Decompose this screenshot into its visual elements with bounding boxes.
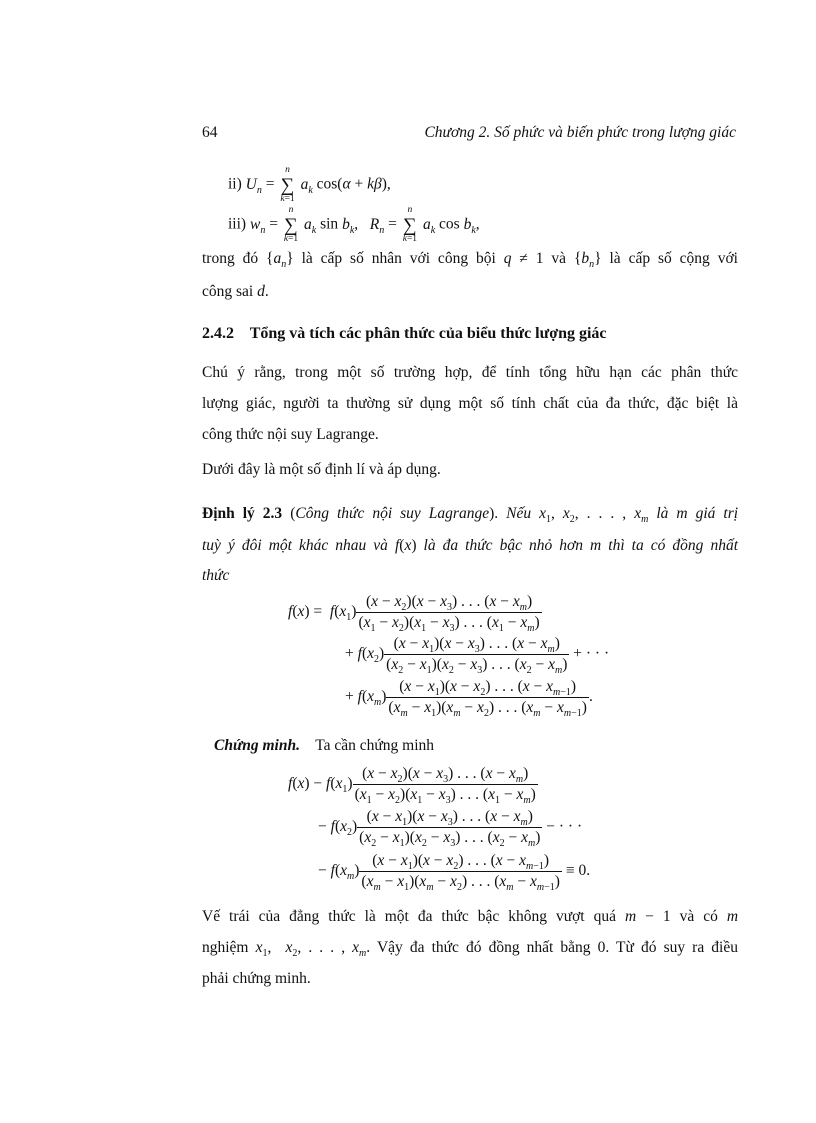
page-number: 64 (202, 124, 218, 141)
lagrange-formula-row1: $f(x) = f(x_1)$ $\frac{(x - x_2)(x - x_3) . . . (x - x_m)}{(x_1 - x_2)(x_1 - x_3) . . . (x_1 - x_m)}$ (288, 593, 540, 635)
theorem-line1: Định lý 2.3 (Công thức nội suy Lagrange). Nếu $x_1$, $x_2$, . . . , $x_m$ là m giá trị (202, 505, 739, 526)
proof-formula-row3: − $f(x_m)$ $\frac{(x - x_1)(x - x_2) . . . (x - x_{m-1})}{(x_m - x_1)(x_m - x_2) . . . (x_m - x_{m-1})}$ ≡ 0. (318, 852, 591, 894)
section-heading (202, 325, 607, 343)
paragraph-intro-line3: công thức nội suy Lagrange. (202, 426, 379, 443)
proof-formula-row1: $f(x) - f(x_1)$ $\frac{(x - x_2)(x - x_3) . . . (x - x_m)}{(x_1 - x_2)(x_1 - x_3) . . . (x_1 - x_m)}$ (288, 765, 536, 807)
paragraph-progressions-line2: công sai d. (202, 283, 269, 300)
item-iii-label: iii) (228, 215, 247, 233)
conclusion-line2: nghiệm $x_1$, $x_2$, . . . , $x_m$. Vậy đa thức đó đồng nhất bằng 0. Từ đó suy ra điều (202, 939, 738, 960)
proof-label: Chứng minh. (214, 737, 300, 754)
paragraph-intro-line2: lượng giác, người ta thường sử dụng một số tính chất của đa thức, đặc biệt là (202, 395, 738, 412)
conclusion-line1: Vế trái của đẳng thức là một đa thức bậc không vượt quá m − 1 và có m (202, 908, 739, 925)
section-number: 2.4.2 (202, 325, 234, 342)
formula-item-iii: iii) $w_n$ = n ∑ k=1 $a_k$ $\sin b_k$, $R_n$ = n ∑ k=1 $a_k$ $\cos b_k$, (228, 205, 480, 244)
theorem-line2: tuỳ ý đôi một khác nhau và f(x) là đa thức bậc nhỏ hơn m thì ta có đồng nhất (202, 537, 738, 554)
proof-formula-row2: − $f(x_2)$ $\frac{(x - x_1)(x - x_3) . . . (x - x_m)}{(x_2 - x_1)(x_2 - x_3) . . . (x_2 - x_m)}$ − · · · (318, 808, 583, 850)
lagrange-formula-row3: + $f(x_m)$ $\frac{(x - x_1)(x - x_2) . . . (x - x_{m-1})}{(x_m - x_1)(x_m - x_2) . . . (x_m - x_{m-1})}$ . (345, 678, 593, 720)
theorem-label: Định lý 2.3 (202, 505, 283, 522)
section-title: Tổng và tích các phân thức của biểu thức lượng giác (249, 325, 607, 342)
paragraph-theorems: Dưới đây là một số định lí và áp dụng. (202, 461, 441, 478)
lagrange-formula-row2: + $f(x_2)$ $\frac{(x - x_1)(x - x_3) . . . (x - x_m)}{(x_2 - x_1)(x_2 - x_3) . . . (x_2 - x_m)}$ + · · · (345, 635, 610, 677)
conclusion-line3: phải chứng minh. (202, 970, 311, 987)
running-title: Chương 2. Số phức và biến phức trong lượng giác (424, 124, 736, 141)
proof-intro: Chứng minh. Ta cần chứng minh (214, 737, 435, 754)
theorem-name: Công thức nội suy Lagrange (295, 505, 490, 522)
theorem-line3: thức (202, 567, 230, 584)
paragraph-intro-line1: Chú ý rằng, trong một số trường hợp, để tính tổng hữu hạn các phân thức (202, 364, 738, 381)
formula-item-ii: ii) $U_n$ = n ∑ k=1 $a_k$ cos(α + kβ), (228, 165, 391, 204)
paragraph-progressions: trong đó $\{a_n\}$ là cấp số nhân với công bội q ≠ 1 và $\{b_n\}$ là cấp số cộng với (202, 250, 738, 271)
item-ii-label: ii) (228, 175, 242, 193)
